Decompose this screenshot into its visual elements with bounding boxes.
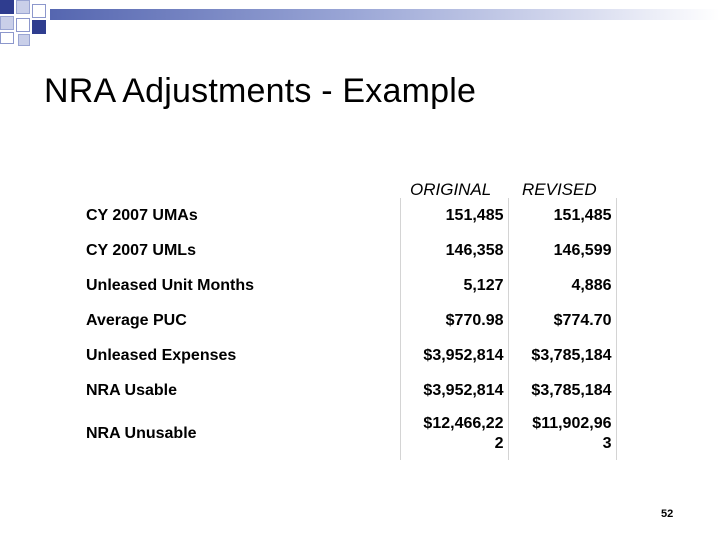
revised-value: 151,485 — [508, 198, 616, 233]
original-value: $770.98 — [400, 303, 508, 338]
revised-value — [508, 408, 616, 460]
row-label: CY 2007 UMLs — [86, 241, 196, 259]
row-label: Unleased Expenses — [86, 346, 237, 364]
original-value: 146,358 — [400, 233, 508, 268]
row-label: NRA Usable — [86, 381, 177, 399]
revised-value: 146,599 — [508, 233, 616, 268]
decorative-header — [0, 0, 720, 50]
deco-square — [16, 18, 30, 32]
slide-title: NRA Adjustments - Example — [44, 72, 477, 110]
revised-value: 4,886 — [508, 268, 616, 303]
table-row — [82, 338, 616, 373]
deco-square — [0, 16, 14, 30]
deco-square — [18, 34, 30, 46]
row-label: NRA Unusable — [86, 425, 197, 442]
table-row — [82, 303, 616, 338]
original-value: 151,485 — [400, 198, 508, 233]
deco-square — [16, 0, 30, 14]
original-value: 5,127 — [400, 268, 508, 303]
revised-value: $3,785,184 — [508, 373, 616, 408]
column-header-revised: REVISED — [522, 180, 597, 199]
original-value: $3,952,814 — [400, 373, 508, 408]
table-row — [82, 408, 616, 460]
deco-square — [0, 32, 14, 44]
revised-value-line: $11,902,96 — [532, 415, 612, 432]
original-value: $3,952,814 — [400, 338, 508, 373]
row-label: Average PUC — [86, 311, 187, 329]
table-row — [82, 268, 616, 303]
adjustments-table — [82, 198, 617, 460]
table-row — [82, 373, 616, 408]
revised-value-line: 3 — [602, 435, 612, 452]
page-number: 52 — [661, 508, 674, 520]
deco-square — [32, 4, 46, 18]
deco-square — [0, 0, 14, 14]
deco-square — [32, 20, 46, 34]
original-value-line: $12,466,22 — [423, 415, 504, 432]
revised-value: $3,785,184 — [508, 338, 616, 373]
header-gradient-bar — [50, 9, 720, 20]
revised-value: $774.70 — [508, 303, 616, 338]
table-row — [82, 198, 616, 233]
original-value — [400, 408, 508, 460]
table-row — [82, 233, 616, 268]
row-label: CY 2007 UMAs — [86, 206, 198, 224]
column-header-original: ORIGINAL — [410, 180, 492, 199]
original-value-line: 2 — [494, 435, 504, 452]
row-label: Unleased Unit Months — [86, 276, 255, 294]
